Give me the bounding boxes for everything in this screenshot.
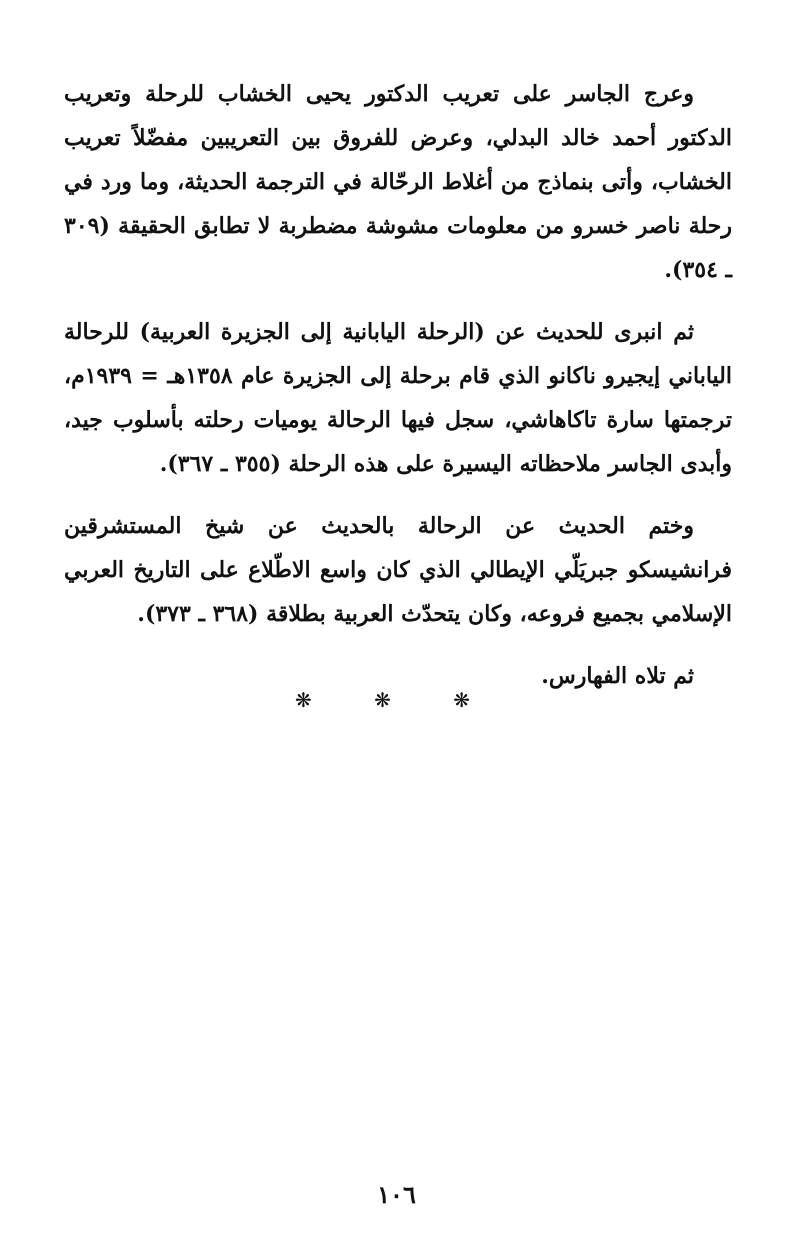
page-number: ١٠٦ (377, 1180, 416, 1209)
paragraph-3: وختم الحديث عن الرحالة بالحديث عن شيخ المستشرقين فرانشيسكو جبريَلّي الإيطالي الذي كان واسع الاطّلاع على التاريخ العربي الإسلامي بجميع فروعه، وكان يتحدّث العربية بطلاقة (٣٦٨ ـ ٣٧٣). (64, 513, 732, 627)
page-body (64, 72, 732, 716)
paragraph-2: ثم انبرى للحديث عن (الرحلة اليابانية إلى الجزيرة العربية) للرحالة الياباني إيجيرو ناكانو الذي قام برحلة إلى الجزيرة عام ١٣٥٨هـ = ١٩٣٩م، ترجمتها سارة تاكاهاشي، سجل فيها الرحالة يوميات رحلته بأسلوب جيد، وأبدى الجاسر ملاحظاته اليسيرة على هذه الرحلة (٣٥٥ ـ ٣٦٧). (64, 319, 732, 477)
paragraph-4: ثم تلاه الفهارس. (541, 663, 694, 689)
section-separator: ❋ ❋ ❋ (295, 688, 498, 712)
paragraph-1: وعرج الجاسر على تعريب الدكتور يحيى الخشاب للرحلة وتعريب الدكتور أحمد خالد البدلي، وعرض للفروق بين التعريبين مفضّلاً تعريب الخشاب، وأتى بنماذج من أغلاط الرحّالة في الترجمة الحديثة، وما ورد في رحلة ناصر خسرو من معلومات مشوشة مضطربة لا تطابق الحقيقة (٣٠٩ ـ ٣٥٤). (64, 81, 733, 283)
